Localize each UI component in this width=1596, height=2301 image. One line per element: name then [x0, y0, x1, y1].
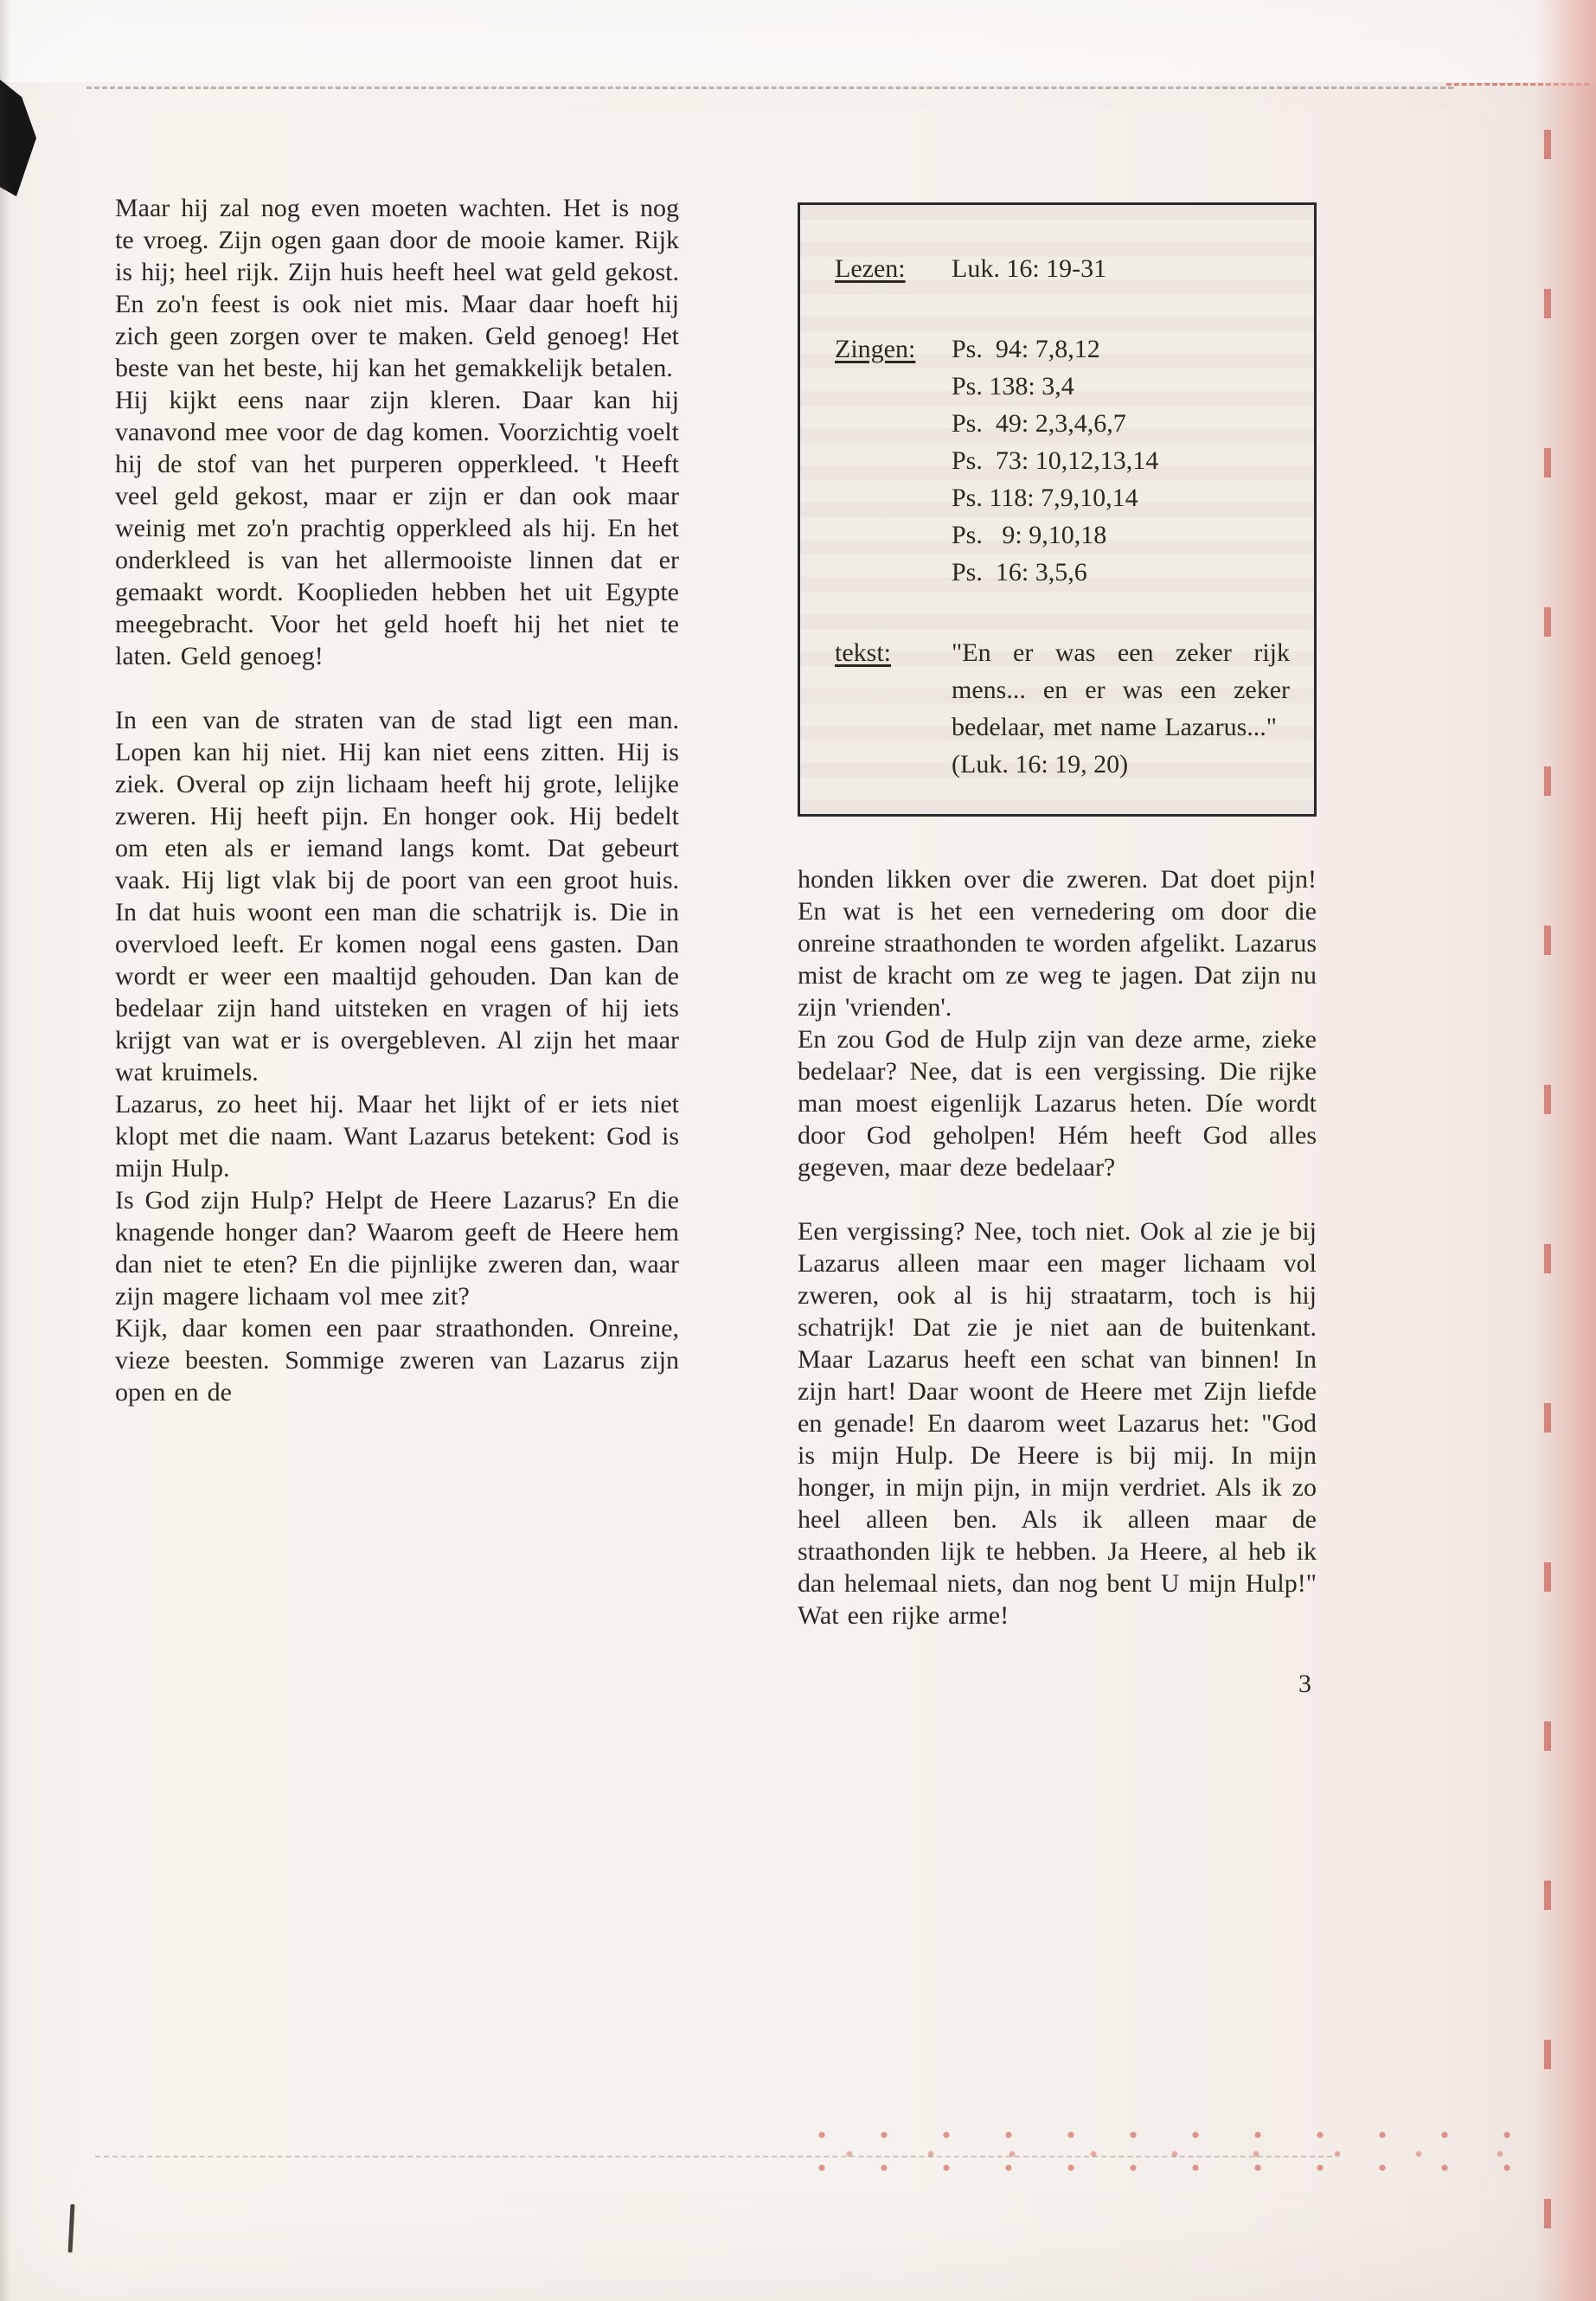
paragraph: Is God zijn Hulp? Helpt de Heere Lazarus? En die knagende honger dan? Waarom geeft de Heere hem dan niet te eten? En die pijnlijke zweren dan, waar zijn magere lichaam vol mee zit? [115, 1186, 679, 1311]
scan-top-light-band [0, 0, 1596, 82]
paragraph: Hij kijkt eens naar zijn kleren. Daar kan hij vanavond mee voor de dag komen. Voorzichtig voelt hij de stof van het purperen opperkleed. 't Heeft veel geld gekost, maar er zijn er dan ook maar weinig met zo'n prachtig opperkleed als hij. En het onderkleed is van het allermooiste linnen dat er gemaakt wordt. Kooplieden hebben het uit Egypte meegebracht. Voor het geld hoeft hij het niet te laten. Geld genoeg! [115, 386, 679, 670]
lezen-row [835, 250, 1290, 287]
tekst-label: tekst: [835, 638, 891, 667]
tekst-reference: (Luk. 16: 19, 20) [952, 750, 1129, 779]
zingen-label: Zingen: [835, 335, 916, 363]
zingen-psalm-line: Ps. 118: 7,9,10,14 [952, 484, 1138, 512]
zingen-psalm-line: Ps. 16: 3,5,6 [952, 558, 1087, 586]
left-column [115, 192, 679, 1700]
page-number: 3 [1298, 1670, 1311, 1698]
zingen-row [835, 330, 1290, 591]
lezen-label: Lezen: [835, 254, 906, 283]
right-column [798, 192, 1317, 1700]
tekst-quote: "En er was een zeker rijk mens... en er was een zeker bedelaar, met name Lazarus..." [952, 638, 1290, 741]
zingen-psalm-line: Ps. 9: 9,10,18 [952, 521, 1107, 549]
paragraph: Lazarus, zo heet hij. Maar het lijkt of er iets niet klopt met die naam. Want Lazarus betekent: God is mijn Hulp. [115, 1090, 679, 1183]
scan-left-edge-shadow [0, 0, 10, 2301]
scan-top-dashed-line [87, 87, 1453, 89]
lezen-value: Luk. 16: 19-31 [952, 254, 1107, 283]
reading-singing-box [798, 202, 1317, 817]
zingen-psalm-line: Ps. 138: 3,4 [952, 372, 1074, 401]
paragraph: In een van de straten van de stad ligt een man. Lopen kan hij niet. Hij kan niet eens zitten. Hij is ziek. Overal op zijn lichaam heeft hij grote, lelijke zweren. Hij heeft pijn. En honger ook. Hij bedelt om eten als er iemand langs komt. Dat gebeurt vaak. Hij ligt vlak bij de poort van een groot huis. In dat huis woont een man die schatrijk is. Die in overvloed leeft. Er komen nogal eens gasten. Dan wordt er weer een maaltijd gehouden. Dan kan de bedelaar zijn hand uitsteken en vragen of hij iets krijgt van wat er is overgebleven. Al zijn het maar wat kruimels. [115, 706, 679, 1086]
page-content [115, 192, 1317, 1700]
scan-bottom-left-pen-mark [68, 2204, 75, 2253]
zingen-psalm-line: Ps. 94: 7,8,12 [952, 335, 1100, 363]
paragraph: honden likken over die zweren. Dat doet pijn! En wat is het een vernedering om door die onreine straathonden te worden afgelikt. Lazarus mist de kracht om ze weg te jagen. Dat zijn nu zijn 'vrienden'. [798, 865, 1317, 1022]
scan-right-red-edge [1534, 0, 1596, 2301]
scan-right-red-dash-marks [1544, 0, 1551, 2301]
tekst-row [835, 634, 1290, 783]
paragraph: Kijk, daar komen een paar straathonden. Onreine, vieze beesten. Sommige zweren van Lazarus zijn open en de [115, 1314, 679, 1407]
zingen-psalm-list [952, 330, 1290, 591]
zingen-psalm-line: Ps. 73: 10,12,13,14 [952, 446, 1159, 475]
paragraph: Een vergissing? Nee, toch niet. Ook al zie je bij Lazarus alleen maar een mager lichaam vol zweren, ook al is hij straatarm, toch is hij schatrijk! Dat zie je niet aan de buitenkant. Maar Lazarus heeft een schat van binnen! In zijn hart! Daar woont de Heere met Zijn liefde en genade! En daarom weet Lazarus het: "God is mijn Hulp. De Heere is bij mij. In mijn honger, in mijn pijn, in mijn verdriet. Als ik zo heel alleen ben. Als ik alleen maar de straathonden lijk te hebben. Ja Heere, al heb ik dan helemaal niets, dan nog bent U mijn Hulp!" Wat een rijke arme! [798, 1217, 1317, 1630]
tekst-content [952, 634, 1290, 783]
paragraph: Maar hij zal nog even moeten wachten. Het is nog te vroeg. Zijn ogen gaan door de mooie kamer. Rijk is hij; heel rijk. Zijn huis heeft heel wat geld gekost. En zo'n feest is ook niet mis. Maar daar hoeft hij zich geen zorgen over te maken. Geld genoeg! Het beste van het beste, hij kan het gemakkelijk betalen. [115, 194, 679, 382]
scan-bottom-red-speckles [813, 2128, 1540, 2180]
zingen-psalm-line: Ps. 49: 2,3,4,6,7 [952, 409, 1126, 438]
paragraph: En zou God de Hulp zijn van deze arme, zieke bedelaar? Nee, dat is een vergissing. Die rijke man moest eigenlijk Lazarus heten. Díe wordt door God geholpen! Hém heeft God alles gegeven, maar deze bedelaar? [798, 1025, 1317, 1182]
